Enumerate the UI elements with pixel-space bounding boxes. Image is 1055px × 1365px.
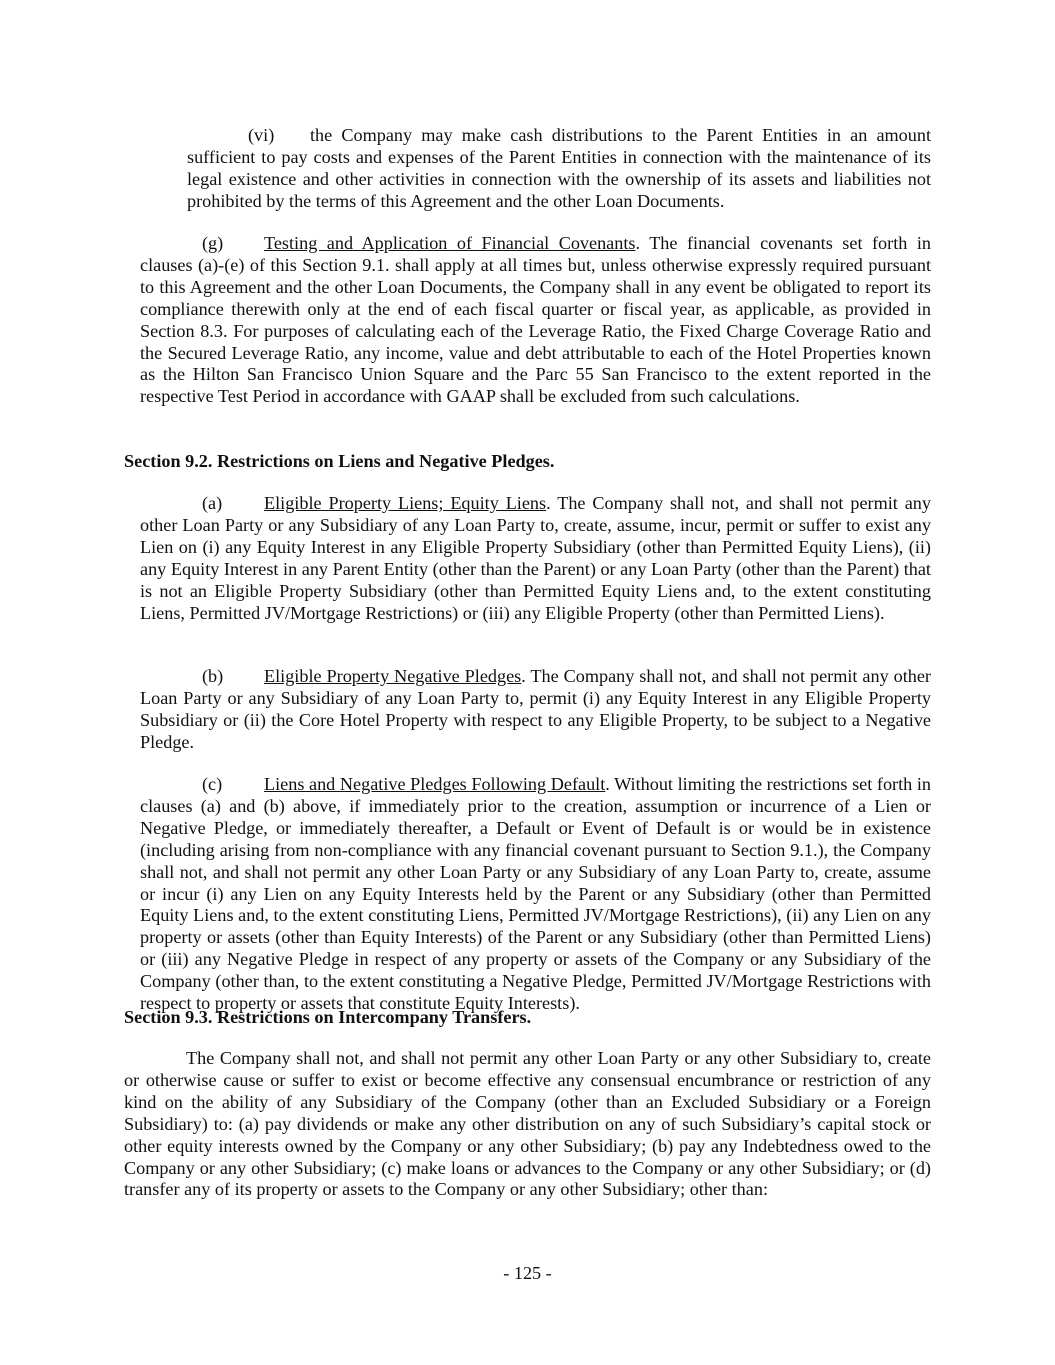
clause-9-2-b	[140, 666, 931, 754]
clause-label: (b)	[202, 666, 224, 686]
clause-text: the Company may make cash distributions to the Parent Entities in an amount sufficient to pay costs and expenses of the Parent Entities in connection with the maintenance of its legal existence and other activities in connection with the ownership of its assets and liabilities not prohibited by the terms of this Agreement and the other Loan Documents.	[187, 125, 931, 211]
section-9-3-body: The Company shall not, and shall not permit any other Loan Party or any other Subsidiary to, create or otherwise cause or suffer to exist or become effective any consensual encumbrance or restriction of any kind on the ability of any Subsidiary of the Company (other than an Excluded Subsidiary or a Foreign Subsidiary) to: (a) pay dividends or make any other distribution on any of such Subsidiary’s capital stock or other equity interests owned by the Company or any other Subsidiary; (b) pay any Indebtedness owed to the Company or any other Subsidiary; (c) make loans or advances to the Company or any other Subsidiary; or (d) transfer any of its property or assets to the Company or any other Subsidiary; other than:	[124, 1048, 931, 1200]
clause-9-2-c	[140, 774, 931, 1015]
clause-label: (vi)	[248, 125, 275, 145]
clause-text: . The Company shall not, and shall not permit any other Loan Party or any Subsidiary of any Loan Party to, permit (i) any Equity Interest in any Eligible Property Subsidiary or (ii) the Core Hotel Property with respect to any Eligible Property, to be subject to a Negative Pledge.	[140, 666, 931, 752]
clause-label: (a)	[202, 493, 223, 513]
clause-label: (g)	[202, 233, 224, 253]
clause-text: . The Company shall not, and shall not permit any other Loan Party or any Subsidiary of any Loan Party to, create, assume, incur, permit or suffer to exist any Lien on (i) any Equity Interest in any Eligible Property Subsidiary (other than Permitted Equity Liens), (ii) any Equity Interest in any Parent Entity (other than the Parent) or any Loan Party (other than the Parent) that is not an Eligible Property Subsidiary (other than Permitted Equity Liens and, to the extent constituting Liens, Permitted JV/Mortgage Restrictions) or (iii) any Eligible Property (other than Permitted Liens).	[140, 493, 931, 623]
clause-title: Eligible Property Liens; Equity Liens	[264, 493, 547, 513]
clause-text: . The financial covenants set forth in clauses (a)-(e) of this Section 9.1. shall apply at all times but, unless otherwise expressly required pursuant to this Agreement and the other Loan Documents, the Company shall in any event be obligated to report its compliance therewith only at the end of each fiscal quarter or fiscal year, as applicable, as provided in Section 8.3. For purposes of calculating each of the Leverage Ratio, the Fixed Charge Coverage Ratio and the Secured Leverage Ratio, any income, value and debt attributable to each of the Hotel Properties known as the Hilton San Francisco Union Square and the Parc 55 San Francisco to the extent reported in the respective Test Period in accordance with GAAP shall be excluded from such calculations.	[140, 233, 931, 407]
page-number: - 125 -	[503, 1263, 552, 1283]
clause-9-2-a	[140, 493, 931, 624]
section-9-3-heading: Section 9.3. Restrictions on Intercompany Transfers.	[124, 1007, 532, 1027]
clause-text: . Without limiting the restrictions set forth in clauses (a) and (b) above, if immediately prior to the creation, assumption or incurrence of a Lien or Negative Pledge, or immediately thereafter, a Default or Event of Default is or would be in existence (including arising from non-compliance with any financial covenant pursuant to Section 9.1.), the Company shall not, and shall not permit any other Loan Party or any Subsidiary of any Loan Party to, create, assume or incur (i) any Lien on any Equity Interests held by the Parent or any Subsidiary (other than Permitted Equity Liens and, to the extent constituting Liens, Permitted JV/Mortgage Restrictions), (ii) any Lien on any property or assets (other than Equity Interests) of the Parent or any Subsidiary (other than Permitted Liens) or (iii) any Negative Pledge in respect of any property or assets of the Company or any Subsidiary of the Company (other than, to the extent constituting a Negative Pledge, Permitted JV/Mortgage Restrictions with respect to property or assets that constitute Equity Interests).	[140, 774, 931, 1014]
clause-label: (c)	[202, 774, 223, 794]
clause-title: Eligible Property Negative Pledges	[264, 666, 522, 686]
clause-title: Testing and Application of Financial Covenants	[264, 233, 636, 253]
clause-g	[140, 233, 931, 408]
clause-title: Liens and Negative Pledges Following Default	[264, 774, 606, 794]
section-9-2-heading: Section 9.2. Restrictions on Liens and Negative Pledges.	[124, 451, 555, 471]
clause-vi	[187, 125, 931, 213]
